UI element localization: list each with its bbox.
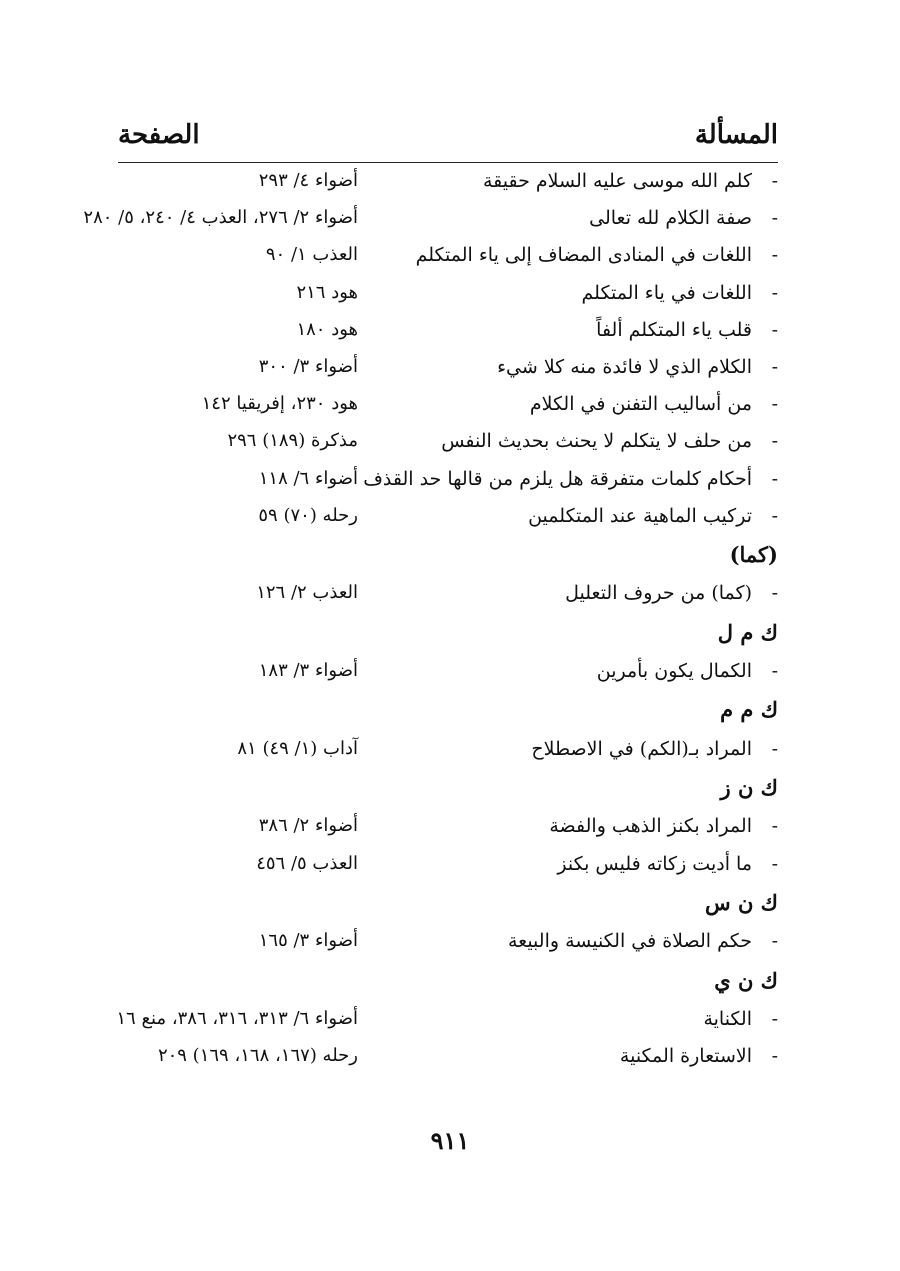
- entry-dash: -: [771, 582, 778, 605]
- index-entry: [83, 201, 778, 238]
- index-entry: [118, 424, 778, 461]
- entry-topic: أحكام كلمات متفرقة هل يلزم من قالها حد القذف: [363, 467, 752, 490]
- entry-reference: العذب ٥/ ٤٥٦: [256, 852, 358, 874]
- index-entry: [118, 499, 778, 536]
- header-rule: [118, 162, 778, 163]
- entry-reference: أضواء ٣/ ١٦٥: [258, 930, 358, 952]
- index-entry: [118, 1002, 778, 1039]
- entry-topic: كلم الله موسى عليه السلام حقيقة: [482, 170, 752, 192]
- entry-reference: مذكرة (١٨٩) ٢٩٦: [227, 430, 358, 452]
- entry-topic: قلب ياء المتكلم ألفاً: [596, 318, 752, 341]
- entry-dash: -: [771, 1008, 778, 1030]
- entry-reference: أضواء ٦/ ١١٨: [258, 467, 358, 489]
- section-heading: [118, 614, 778, 655]
- entry-topic: اللغات في ياء المتكلم: [581, 281, 752, 304]
- entry-topic: الكلام الذي لا فائدة منه كلا شيء: [497, 355, 752, 378]
- entry-topic: الكناية: [703, 1008, 752, 1030]
- entry-reference: أضواء ٣/ ٣٠٠: [258, 355, 358, 377]
- index-entry: [118, 276, 778, 313]
- entry-topic: تركيب الماهية عند المتكلمين: [528, 504, 752, 527]
- entry-reference: هود ٢٣٠، إفريقيا ١٤٢: [201, 393, 358, 415]
- section-heading: [118, 536, 778, 577]
- entry-dash: -: [771, 281, 778, 304]
- entry-reference: أضواء ٦/ ٣١٣، ٣١٦، ٣٨٦، منع ١٦: [116, 1008, 358, 1029]
- entry-dash: -: [771, 170, 778, 192]
- entry-dash: -: [771, 815, 778, 838]
- index-entry: [118, 387, 778, 424]
- entry-reference: أضواء ٢/ ٢٧٦، العذب ٤/ ٢٤٠، ٥/ ٢٨٠: [83, 207, 358, 229]
- section-heading: [118, 691, 778, 732]
- entry-dash: -: [771, 244, 778, 267]
- entry-reference: أضواء ٤/ ٢٩٣: [258, 170, 358, 191]
- entry-reference: هود ١٨٠: [296, 318, 358, 340]
- entry-topic: حكم الصلاة في الكنيسة والبيعة: [507, 930, 752, 953]
- entry-dash: -: [771, 737, 778, 760]
- index-entry: [118, 732, 778, 769]
- entry-dash: -: [771, 393, 778, 416]
- index-entry: [118, 238, 778, 275]
- entry-topic: المراد بكنز الذهب والفضة: [549, 815, 752, 838]
- entry-topic: من أساليب التفنن في الكلام: [529, 393, 752, 416]
- section-heading: [118, 884, 778, 925]
- entry-topic: الاستعارة المكنية: [619, 1045, 752, 1068]
- table-header: [118, 120, 778, 164]
- index-entry: [118, 350, 778, 387]
- entry-topic: (كما) من حروف التعليل: [565, 582, 752, 605]
- index-list: [83, 164, 778, 1076]
- entry-dash: -: [771, 930, 778, 953]
- entry-reference: العذب ١/ ٩٠: [265, 244, 358, 266]
- entry-topic: صفة الكلام لله تعالى: [589, 207, 752, 230]
- entry-dash: -: [771, 430, 778, 453]
- entry-dash: -: [771, 504, 778, 527]
- index-entry: [118, 313, 778, 350]
- section-heading-label: ك م م: [720, 697, 778, 723]
- index-entry: [118, 847, 778, 884]
- entry-dash: -: [771, 355, 778, 378]
- section-heading-label: ك م ل: [717, 619, 778, 645]
- section-heading: [118, 769, 778, 810]
- index-entry: [118, 809, 778, 846]
- entry-dash: -: [771, 467, 778, 490]
- index-entry: [118, 462, 778, 499]
- entry-reference: رحله (٧٠) ٥٩: [258, 504, 358, 526]
- page-number: ٩١١: [430, 1126, 470, 1155]
- entry-reference: آداب (١/ ٤٩) ٨١: [237, 737, 358, 759]
- index-entry: [118, 924, 778, 961]
- section-heading-label: ك ن س: [705, 889, 778, 915]
- index-entry: [118, 654, 778, 691]
- entry-dash: -: [771, 1045, 778, 1068]
- entry-reference: أضواء ٢/ ٣٨٦: [258, 815, 358, 837]
- entry-topic: ما أديت زكاته فليس بكنز: [557, 852, 752, 875]
- index-entry: [118, 576, 778, 613]
- index-entry: [118, 1039, 778, 1076]
- entry-dash: -: [771, 660, 778, 683]
- entry-dash: -: [771, 852, 778, 875]
- entry-topic: المراد بـ(الكم) في الاصطلاح: [531, 737, 752, 760]
- entry-topic: من حلف لا يتكلم لا يحنث بحديث النفس: [441, 430, 752, 453]
- entry-dash: -: [771, 318, 778, 341]
- column-heading-issue: المسألة: [694, 120, 778, 150]
- entry-reference: أضواء ٣/ ١٨٣: [258, 660, 358, 682]
- index-entry: [118, 164, 778, 201]
- entry-dash: -: [771, 207, 778, 230]
- section-heading: [118, 962, 778, 1003]
- section-heading-label: (كما): [729, 541, 778, 567]
- entry-reference: رحله (١٦٧، ١٦٨، ١٦٩) ٢٠٩: [157, 1045, 358, 1067]
- column-heading-page: الصفحة: [118, 120, 200, 150]
- entry-topic: اللغات في المنادى المضاف إلى ياء المتكلم: [415, 244, 752, 267]
- section-heading-label: ك ن ي: [714, 967, 778, 993]
- section-heading-label: ك ن ز: [720, 774, 778, 800]
- entry-reference: العذب ٢/ ١٢٦: [256, 582, 358, 604]
- entry-reference: هود ٢١٦: [296, 281, 358, 303]
- entry-topic: الكمال يكون بأمرين: [596, 660, 752, 683]
